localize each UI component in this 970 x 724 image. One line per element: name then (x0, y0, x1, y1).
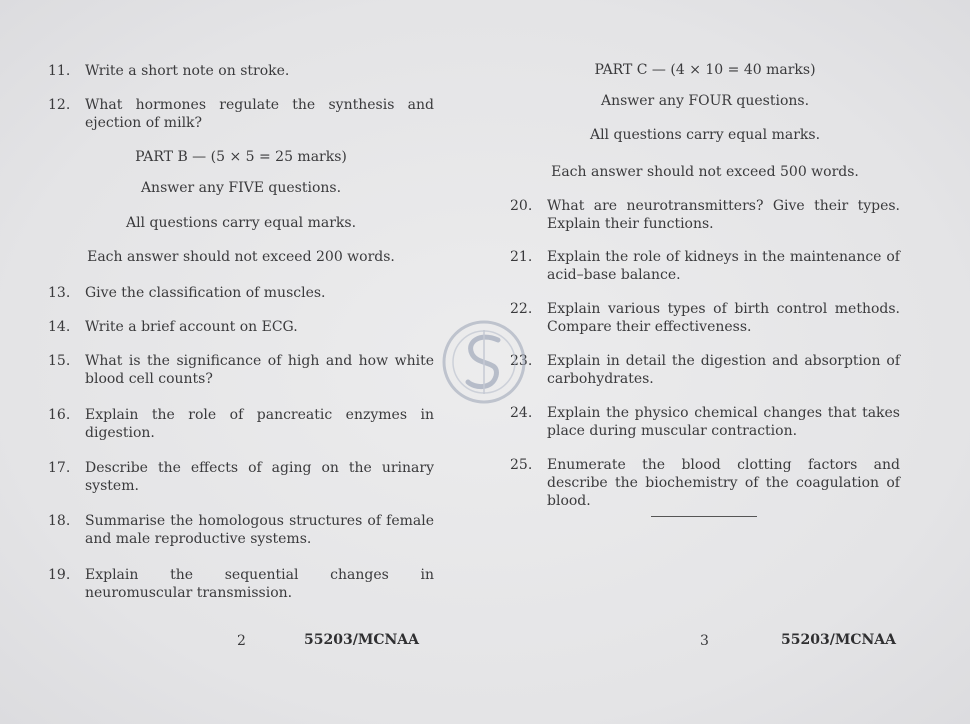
question-text: Explain the sequential changes in neuromuscular transmission. (85, 567, 434, 601)
part-b-heading: PART B — (5 × 5 = 25 marks) (135, 149, 347, 165)
part-b-instruction-2: All questions carry equal marks. (125, 215, 357, 231)
paper-code-left: 55203/MCNAA (304, 632, 419, 648)
part-c-instruction-2: All questions carry equal marks. (589, 127, 821, 143)
part-b-instruction-1: Answer any FIVE questions. (140, 180, 342, 196)
question-text: Write a short note on stroke. (85, 63, 290, 79)
question-number: 14. (48, 319, 71, 335)
question-15 (48, 352, 434, 388)
question-number: 22. (510, 301, 533, 317)
question-number: 15. (48, 353, 71, 369)
question-13 (48, 284, 434, 302)
question-text: Explain the role of kidneys in the maintenance of acid–base balance. (547, 249, 900, 283)
question-text: Summarise the homologous structures of female and male reproductive systems. (85, 513, 434, 547)
question-23 (510, 352, 900, 388)
question-number: 24. (510, 405, 533, 421)
part-c-instruction-3: Each answer should not exceed 500 words. (551, 164, 859, 180)
question-text: Enumerate the blood clotting factors and describe the biochemistry of the coagulation of blood. (547, 457, 900, 509)
question-number: 11. (48, 63, 71, 79)
question-16 (48, 406, 434, 442)
page-number-right: 3 (700, 633, 709, 649)
part-b-instruction-3: Each answer should not exceed 200 words. (87, 249, 395, 265)
question-number: 18. (48, 513, 71, 529)
question-text: What hormones regulate the synthesis and ejection of milk? (85, 97, 434, 131)
question-number: 20. (510, 198, 533, 214)
question-text: Explain the role of pancreatic enzymes in digestion. (85, 407, 434, 441)
question-number: 13. (48, 285, 71, 301)
question-22 (510, 300, 900, 336)
question-text: Explain in detail the digestion and absorption of carbohydrates. (547, 353, 900, 387)
question-number: 25. (510, 457, 533, 473)
question-text: What are neurotransmitters? Give their types. Explain their functions. (547, 198, 900, 232)
question-number: 12. (48, 97, 71, 113)
paper-code-right: 55203/MCNAA (781, 632, 896, 648)
question-12 (48, 96, 434, 132)
question-17 (48, 459, 434, 495)
question-14 (48, 318, 434, 336)
question-text: Write a brief account on ECG. (85, 319, 298, 335)
question-text: What is the significance of high and how white blood cell counts? (85, 353, 434, 387)
question-number: 16. (48, 407, 71, 423)
question-text: Give the classification of muscles. (85, 285, 326, 301)
end-divider-line (651, 516, 757, 517)
question-text: Describe the effects of aging on the urinary system. (85, 460, 434, 494)
question-11 (48, 62, 434, 80)
question-25 (510, 456, 900, 510)
question-18 (48, 512, 434, 548)
question-number: 21. (510, 249, 533, 265)
question-24 (510, 404, 900, 440)
question-text: Explain various types of birth control methods. Compare their effectiveness. (547, 301, 900, 335)
watermark-logo (436, 314, 532, 410)
question-21 (510, 248, 900, 284)
question-number: 17. (48, 460, 71, 476)
question-19 (48, 566, 434, 602)
question-number: 19. (48, 567, 71, 583)
question-number: 23. (510, 353, 533, 369)
part-c-instruction-1: Answer any FOUR questions. (600, 93, 810, 109)
page-number-left: 2 (237, 633, 246, 649)
part-c-heading: PART C — (4 × 10 = 40 marks) (594, 62, 816, 78)
question-20 (510, 197, 900, 233)
question-text: Explain the physico chemical changes that takes place during muscular contraction. (547, 405, 900, 439)
